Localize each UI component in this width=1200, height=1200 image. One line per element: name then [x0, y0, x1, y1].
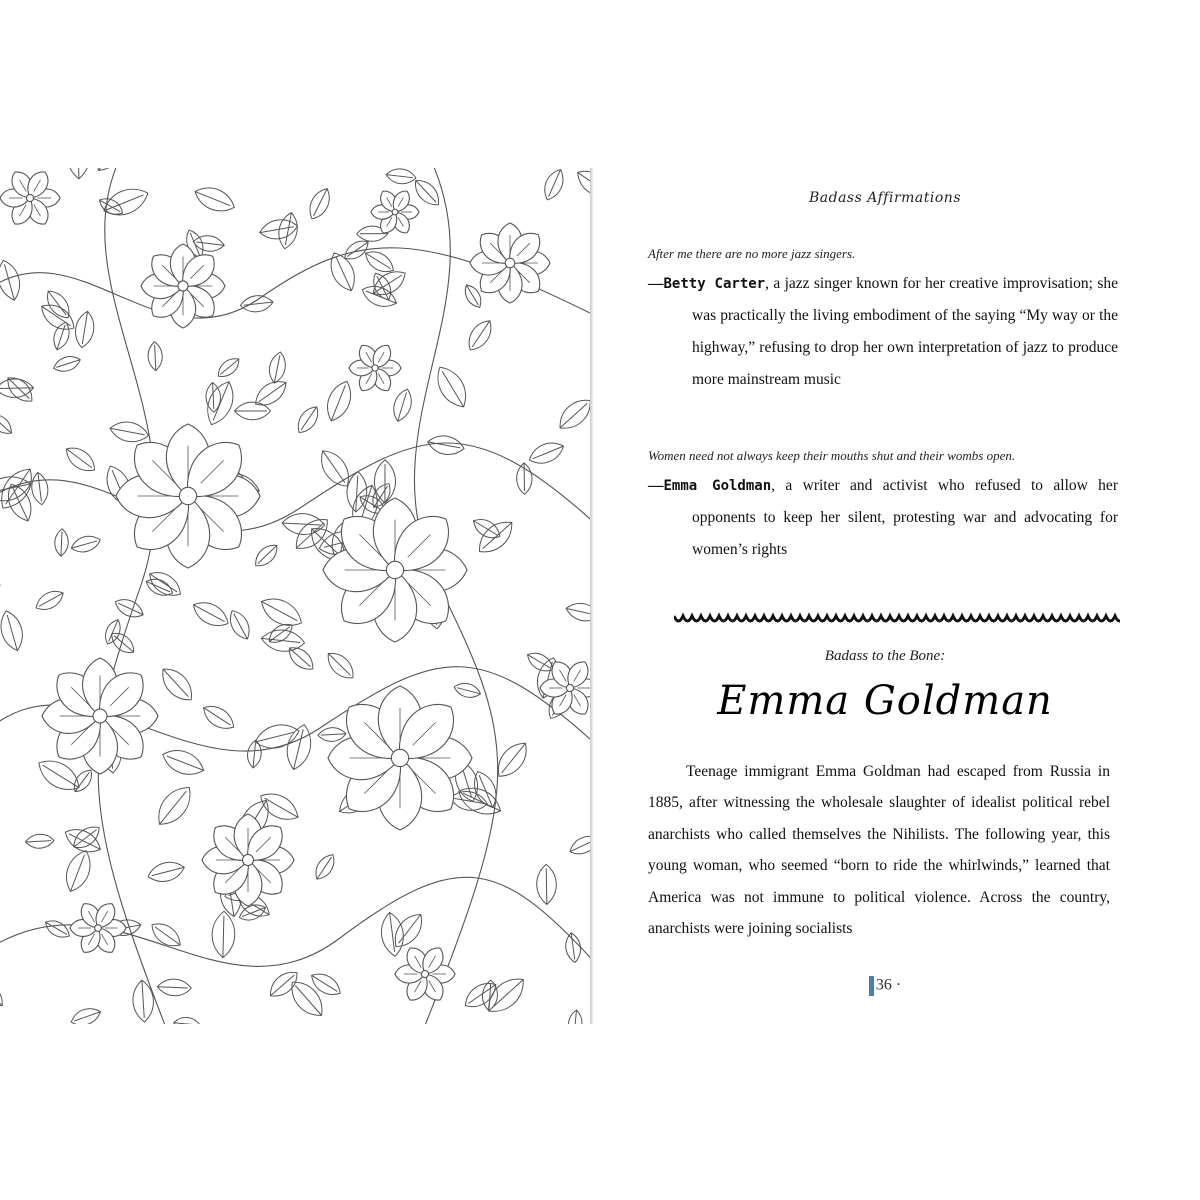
- leaf-icon: [32, 586, 66, 614]
- leaf-icon: [567, 1009, 583, 1024]
- leaf-icon: [385, 168, 416, 185]
- leaf-icon: [25, 834, 54, 849]
- leaf-icon: [173, 1016, 201, 1024]
- leaf-icon: [246, 740, 262, 769]
- leaf-icon: [368, 265, 410, 301]
- leaf-icon: [0, 379, 34, 398]
- leaf-icon: [67, 168, 90, 179]
- leaf-icon: [540, 168, 568, 203]
- leaf-icon: [0, 410, 16, 438]
- leaf-icon: [61, 442, 99, 477]
- leaf-icon: [212, 911, 236, 958]
- attribution-description: , a jazz singer known for her creative improvisation; she was practically the living embodiment of the saying “My way or the highway,” refusing to drop her own interpretation of jazz to produce more mainstream music: [692, 275, 1118, 388]
- quote-block: [648, 246, 1118, 396]
- flower-icon: [141, 244, 225, 328]
- leaf-icon: [325, 249, 361, 295]
- leaf-icon: [0, 579, 2, 598]
- leaf-icon: [157, 978, 192, 996]
- page-number-value: 36: [875, 976, 892, 994]
- leaf-icon: [572, 168, 590, 203]
- leaf-icon: [449, 789, 489, 814]
- leaf-icon: [54, 528, 69, 556]
- quote-attribution: [648, 268, 1118, 396]
- attribution-dash: —: [648, 275, 664, 292]
- leaf-icon: [225, 607, 254, 643]
- flower-icon: [349, 342, 401, 395]
- body-paragraph: Teenage immigrant Emma Goldman had escaped from Russia in 1885, after witnessing the wholesale slaughter of idealist political rebel anarchists who called themselves the Nihilists. The following year, this young woman, who seemed “born to ride the whirlwinds,” learned that America was not immune to political violence. Across the country, anarchists were joining socialists: [648, 763, 1110, 938]
- page-gutter: [590, 168, 593, 1024]
- leaf-icon: [69, 533, 102, 555]
- leaf-icon: [564, 600, 590, 624]
- leaf-icon: [481, 971, 531, 1019]
- leaf-icon: [52, 353, 83, 375]
- flower-icon: [0, 168, 60, 228]
- flower-icon: [371, 188, 419, 237]
- floral-pattern-illustration: [0, 168, 590, 1024]
- leaf-icon: [42, 916, 73, 941]
- leaf-icon: [258, 217, 299, 242]
- leaf-icon: [145, 566, 186, 601]
- leaf-icon: [151, 780, 199, 831]
- quote-attribution: [648, 470, 1118, 566]
- leaf-icon: [567, 832, 590, 859]
- section-subtitle: Badass to the Bone:: [824, 648, 946, 664]
- leaf-icon: [289, 512, 334, 555]
- leaf-icon: [453, 681, 483, 701]
- leaf-icon: [100, 182, 153, 221]
- leaf-icon: [460, 977, 501, 1013]
- ornamental-divider: [674, 612, 1120, 626]
- leaf-icon: [240, 294, 274, 313]
- leaf-icon: [374, 460, 395, 503]
- page-number: [640, 976, 1130, 996]
- leaf-icon: [30, 471, 50, 505]
- leaf-icon: [276, 211, 300, 250]
- leaf-icon: [89, 168, 135, 177]
- leaf-icon: [256, 592, 306, 633]
- leaf-icon: [536, 864, 556, 904]
- leaf-icon: [199, 700, 239, 734]
- leaf-icon: [73, 310, 97, 349]
- leaf-icon: [322, 647, 358, 683]
- leaf-icon: [61, 824, 104, 858]
- page-number-suffix: ·: [891, 976, 902, 994]
- leaf-icon: [379, 911, 406, 958]
- attribution-description: , a writer and activist who refused to allow her opponents to keep her silent, protesting war and advocating for women’s rights: [692, 477, 1118, 558]
- leaf-icon: [252, 720, 301, 752]
- attribution-name: Emma Goldman: [663, 478, 772, 494]
- leaf-icon: [191, 182, 238, 217]
- leaf-icon: [516, 463, 532, 495]
- vine-line: [0, 443, 590, 531]
- leaf-icon: [307, 968, 344, 1000]
- quote-block: [648, 448, 1118, 566]
- leaf-icon: [553, 393, 590, 435]
- left-page-coloring-art: [0, 168, 590, 1024]
- flower-icon: [328, 686, 472, 830]
- scallop-divider-icon: [674, 612, 1120, 626]
- leaf-icon: [146, 858, 187, 885]
- leaf-icon: [281, 513, 325, 536]
- leaf-icon: [430, 361, 473, 412]
- leaf-icon: [0, 978, 8, 1011]
- leaf-icon: [390, 387, 415, 424]
- leaf-icon: [61, 847, 97, 895]
- leaf-icon: [526, 438, 567, 469]
- right-page: [640, 168, 1130, 1024]
- leaf-icon: [293, 403, 323, 437]
- leaf-icon: [472, 515, 518, 560]
- flower-icon: [323, 498, 467, 642]
- flower-icon: [470, 223, 550, 303]
- leaf-icon: [250, 375, 291, 411]
- leaf-icon: [359, 281, 400, 311]
- flower-icon: [42, 658, 158, 774]
- attribution-name: Betty Carter: [663, 276, 766, 292]
- leaf-icon: [251, 540, 282, 571]
- folio-marker-icon: [869, 976, 874, 996]
- leaf-icon: [322, 378, 357, 425]
- attribution-dash: —: [648, 477, 664, 494]
- quote-text: Women need not always keep their mouths shut and their wombs open.: [648, 448, 1016, 463]
- leaf-icon: [311, 851, 339, 883]
- leaf-icon: [463, 316, 497, 355]
- running-head: Badass Affirmations: [808, 190, 961, 206]
- leaf-icon: [265, 966, 303, 1002]
- flower-icon: [202, 814, 294, 906]
- leaf-icon: [283, 722, 316, 772]
- leaf-icon: [189, 596, 233, 631]
- flower-icon: [116, 424, 260, 568]
- leaf-icon: [102, 617, 124, 646]
- leaf-icon: [426, 433, 466, 457]
- quote-text: After me there are no more jazz singers.: [648, 246, 856, 261]
- leaf-icon: [0, 608, 27, 653]
- leaf-icon: [108, 419, 150, 445]
- flower-icon: [395, 944, 455, 1005]
- leaf-icon: [284, 642, 318, 674]
- leaf-icon: [156, 662, 199, 706]
- leaf-icon: [69, 1005, 103, 1024]
- flower-icon: [70, 900, 126, 957]
- leaf-icon: [214, 354, 243, 381]
- leaf-icon: [70, 766, 96, 795]
- section-title: Emma Goldman: [717, 678, 1053, 724]
- leaf-icon: [132, 979, 155, 1022]
- leaf-icon: [159, 745, 208, 781]
- leaf-icon: [454, 781, 505, 821]
- leaf-icon: [147, 918, 185, 952]
- leaf-icon: [318, 727, 347, 742]
- leaf-icon: [267, 351, 288, 385]
- leaf-icon: [305, 185, 335, 223]
- leaf-icon: [147, 341, 162, 370]
- leaf-icon: [564, 932, 582, 964]
- leaf-icon: [470, 514, 504, 543]
